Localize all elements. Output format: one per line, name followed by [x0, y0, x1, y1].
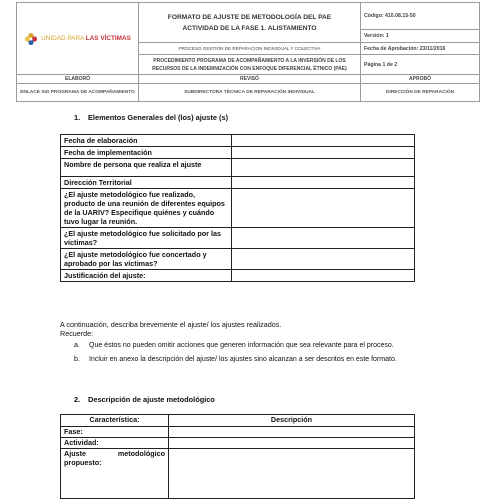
logo-cell	[17, 3, 139, 75]
section-2-title: Descripción de ajuste metodológico	[88, 395, 215, 404]
input-justificacion[interactable]	[232, 270, 415, 282]
table-row	[61, 270, 415, 282]
adjustment-description-table	[60, 414, 415, 499]
input-nombre-persona[interactable]	[232, 159, 415, 177]
header-caracteristica: Característica:	[61, 415, 169, 427]
input-ajuste-propuesto[interactable]	[169, 449, 415, 499]
table-row	[61, 135, 415, 147]
general-elements-table	[60, 134, 415, 282]
aprobo-label: APROBÓ	[361, 75, 480, 84]
flower-emblem-icon	[24, 32, 38, 46]
list-item	[74, 341, 420, 351]
row-label-nombre-persona: Nombre de persona que realiza el ajuste	[61, 159, 232, 177]
list-item-text: Que éstos no pueden omitir acciones que generen información que sea relevante para el proceso.	[89, 342, 394, 349]
row-label-ajuste-propuesto: Ajuste metodológico propuesto:	[61, 449, 169, 499]
row-label-fecha-elaboracion: Fecha de elaboración	[61, 135, 232, 147]
list-item	[74, 355, 420, 365]
table-row	[61, 438, 415, 449]
input-fase[interactable]	[169, 427, 415, 438]
section-1-number: 1.	[74, 113, 81, 122]
instructions-recuerde: Recuerde:	[60, 329, 94, 338]
table-row	[61, 189, 415, 228]
input-concertado-victimas[interactable]	[232, 249, 415, 270]
procedimiento: PROCEDIMIENTO PROGRAMA DE ACOMPAÑAMIENTO A LA INVERSIÓN DE LOS RECURSOS DE LA INDEMNIZACIÓN CON ENFOQUE DIFERENCIAL ÉTNICO (PAE)	[139, 55, 361, 75]
section-1-heading	[74, 113, 228, 122]
table-row	[61, 177, 415, 189]
reminder-list	[74, 341, 420, 368]
input-reunion-equipos[interactable]	[232, 189, 415, 228]
version: Versión: 1	[361, 30, 480, 43]
input-actividad[interactable]	[169, 438, 415, 449]
row-label-direccion-territorial: Dirección Territorial	[61, 177, 232, 189]
row-label-justificacion: Justificación del ajuste:	[61, 270, 232, 282]
aprobo-value: DIRECCIÓN DE REPARACIÓN	[361, 84, 480, 102]
logo-text-prefix: UNIDAD PARA	[41, 35, 84, 42]
input-fecha-elaboracion[interactable]	[232, 135, 415, 147]
row-label-fecha-implementacion: Fecha de implementación	[61, 147, 232, 159]
row-label-reunion-equipos: ¿El ajuste metodológico fue realizado, producto de una reunión de diferentes equipos de la UARIV? Especifique quiénes y cuándo tuvo lugar la reunión.	[61, 189, 232, 228]
elaboro-value: ENLACE SIG PROGRAMA DE ACOMPAÑAMIENTO	[17, 84, 139, 102]
table-row	[61, 427, 415, 438]
process-subtitle: PROCESO GESTION DE REPARACION INDIVIDUAL Y COLECTIVA	[139, 43, 361, 55]
header-descripcion: Descripción	[169, 415, 415, 427]
row-label-concertado-victimas: ¿El ajuste metodológico fue concertado y aprobado por las víctimas?	[61, 249, 232, 270]
pagina: Página 1 de 2	[361, 55, 480, 75]
table-header-row	[61, 415, 415, 427]
fecha-aprobacion: Fecha de Aprobación: 23/11/2016	[361, 43, 480, 55]
list-item-letter: a.	[74, 342, 80, 349]
instructions	[60, 320, 420, 338]
elaboro-label: ELABORÓ	[17, 75, 139, 84]
table-row	[61, 249, 415, 270]
reviso-label: REVISÓ	[139, 75, 361, 84]
input-solicitado-victimas[interactable]	[232, 228, 415, 249]
table-row	[61, 159, 415, 177]
codigo: Código: 410.08.15-50	[361, 3, 480, 30]
document-title: FORMATO DE AJUSTE DE METODOLOGÍA DEL PAE ACTIVIDAD DE LA FASE 1. ALISTAMIENTO	[139, 3, 361, 43]
input-fecha-implementacion[interactable]	[232, 147, 415, 159]
table-row	[61, 147, 415, 159]
row-label-fase: Fase:	[61, 427, 169, 438]
list-item-text: Incluir en anexo la descripción del ajuste/ los ajustes sino alcanzan a ser descritos en este formato.	[89, 355, 397, 363]
section-2-heading	[74, 395, 215, 404]
table-row	[61, 449, 415, 499]
input-direccion-territorial[interactable]	[232, 177, 415, 189]
row-label-solicitado-victimas: ¿El ajuste metodológico fue solicitado por las víctimas?	[61, 228, 232, 249]
table-row	[61, 228, 415, 249]
section-2-number: 2.	[74, 395, 81, 404]
row-label-actividad: Actividad:	[61, 438, 169, 449]
reviso-value: SUBDIRECTORA TÉCNICA DE REPARACIÓN INDIVIDUAL	[139, 84, 361, 102]
unidad-victimas-logo	[20, 32, 135, 46]
section-1-title: Elementos Generales del (los) ajuste (s)	[88, 113, 229, 122]
logo-text-emphasis: LAS VÍCTIMAS	[85, 35, 131, 42]
list-item-letter: b.	[74, 355, 80, 363]
instructions-line: A continuación, describa brevemente el ajuste/ los ajustes realizados.	[60, 320, 282, 329]
document-header	[16, 2, 480, 102]
